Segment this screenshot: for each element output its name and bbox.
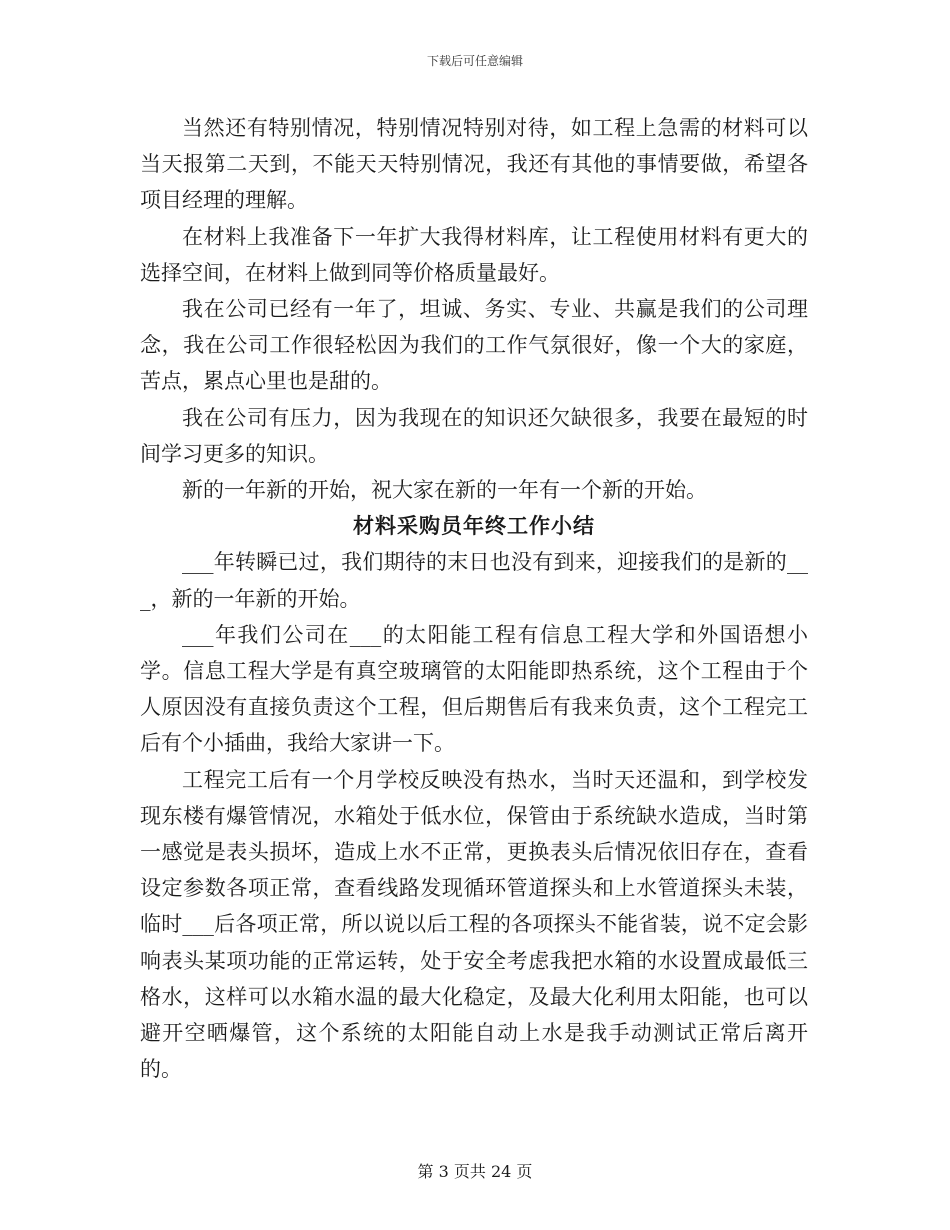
paragraph: 我在公司已经有一年了，坦诚、务实、专业、共赢是我们的公司理念，我在公司工作很轻松因为我们的工作气氛很好，像一个大的家庭，苦点，累点心里也是甜的。 — [140, 297, 808, 394]
paragraph: 工程完工后有一个月学校反映没有热水，当时天还温和，到学校发现东楼有爆管情况，水箱处于低水位，保管由于系统缺水造成，当时第一感觉是表头损坏，造成上水不正常，更换表头后情况依旧存在，查看设定参数各项正常，查看线路发现循环管道探头和上水管道探头未装，临时___后各项正常，所以说以后工程的各项探头不能省装，说不定会影响表头某项功能的正常运转，处于安全考虑我把水箱的水设置成最低三格水，这样可以水箱水温的最大化稳定，及最大化利用太阳能，也可以避开空晒爆管，这个系统的太阳能自动上水是我手动测试正常后离开的。 — [140, 767, 808, 1082]
paragraph: 在材料上我准备下一年扩大我得材料库，让工程使用材料有更大的选择空间，在材料上做到同等价格质量最好。 — [140, 224, 808, 285]
paragraph: 当然还有特别情况，特别情况特别对待，如工程上急需的材料可以当天报第二天到，不能天天特别情况，我还有其他的事情要做，希望各项目经理的理解。 — [140, 116, 808, 213]
paragraph: 新的一年新的开始，祝大家在新的一年有一个新的开始。 — [182, 478, 707, 503]
document-body — [140, 110, 808, 1087]
page-number: 第 3 页共 24 页 — [417, 1162, 533, 1181]
section-title: 材料采购员年终工作小结 — [353, 513, 595, 539]
paragraph: ___年转瞬已过，我们期待的末日也没有到来，迎接我们的是新的___，新的一年新的开始。 — [140, 550, 808, 611]
page-header-note: 下载后可任意编辑 — [426, 54, 523, 68]
paragraph: 我在公司有压力，因为我现在的知识还欠缺很多，我要在最短的时间学习更多的知识。 — [140, 405, 808, 466]
paragraph: ___年我们公司在___的太阳能工程有信息工程大学和外国语想小学。信息工程大学是有真空玻璃管的太阳能即热系统，这个工程由于个人原因没有直接负责这个工程，但后期售后有我来负责，这个工程完工后有个小插曲，我给大家讲一下。 — [140, 622, 808, 756]
